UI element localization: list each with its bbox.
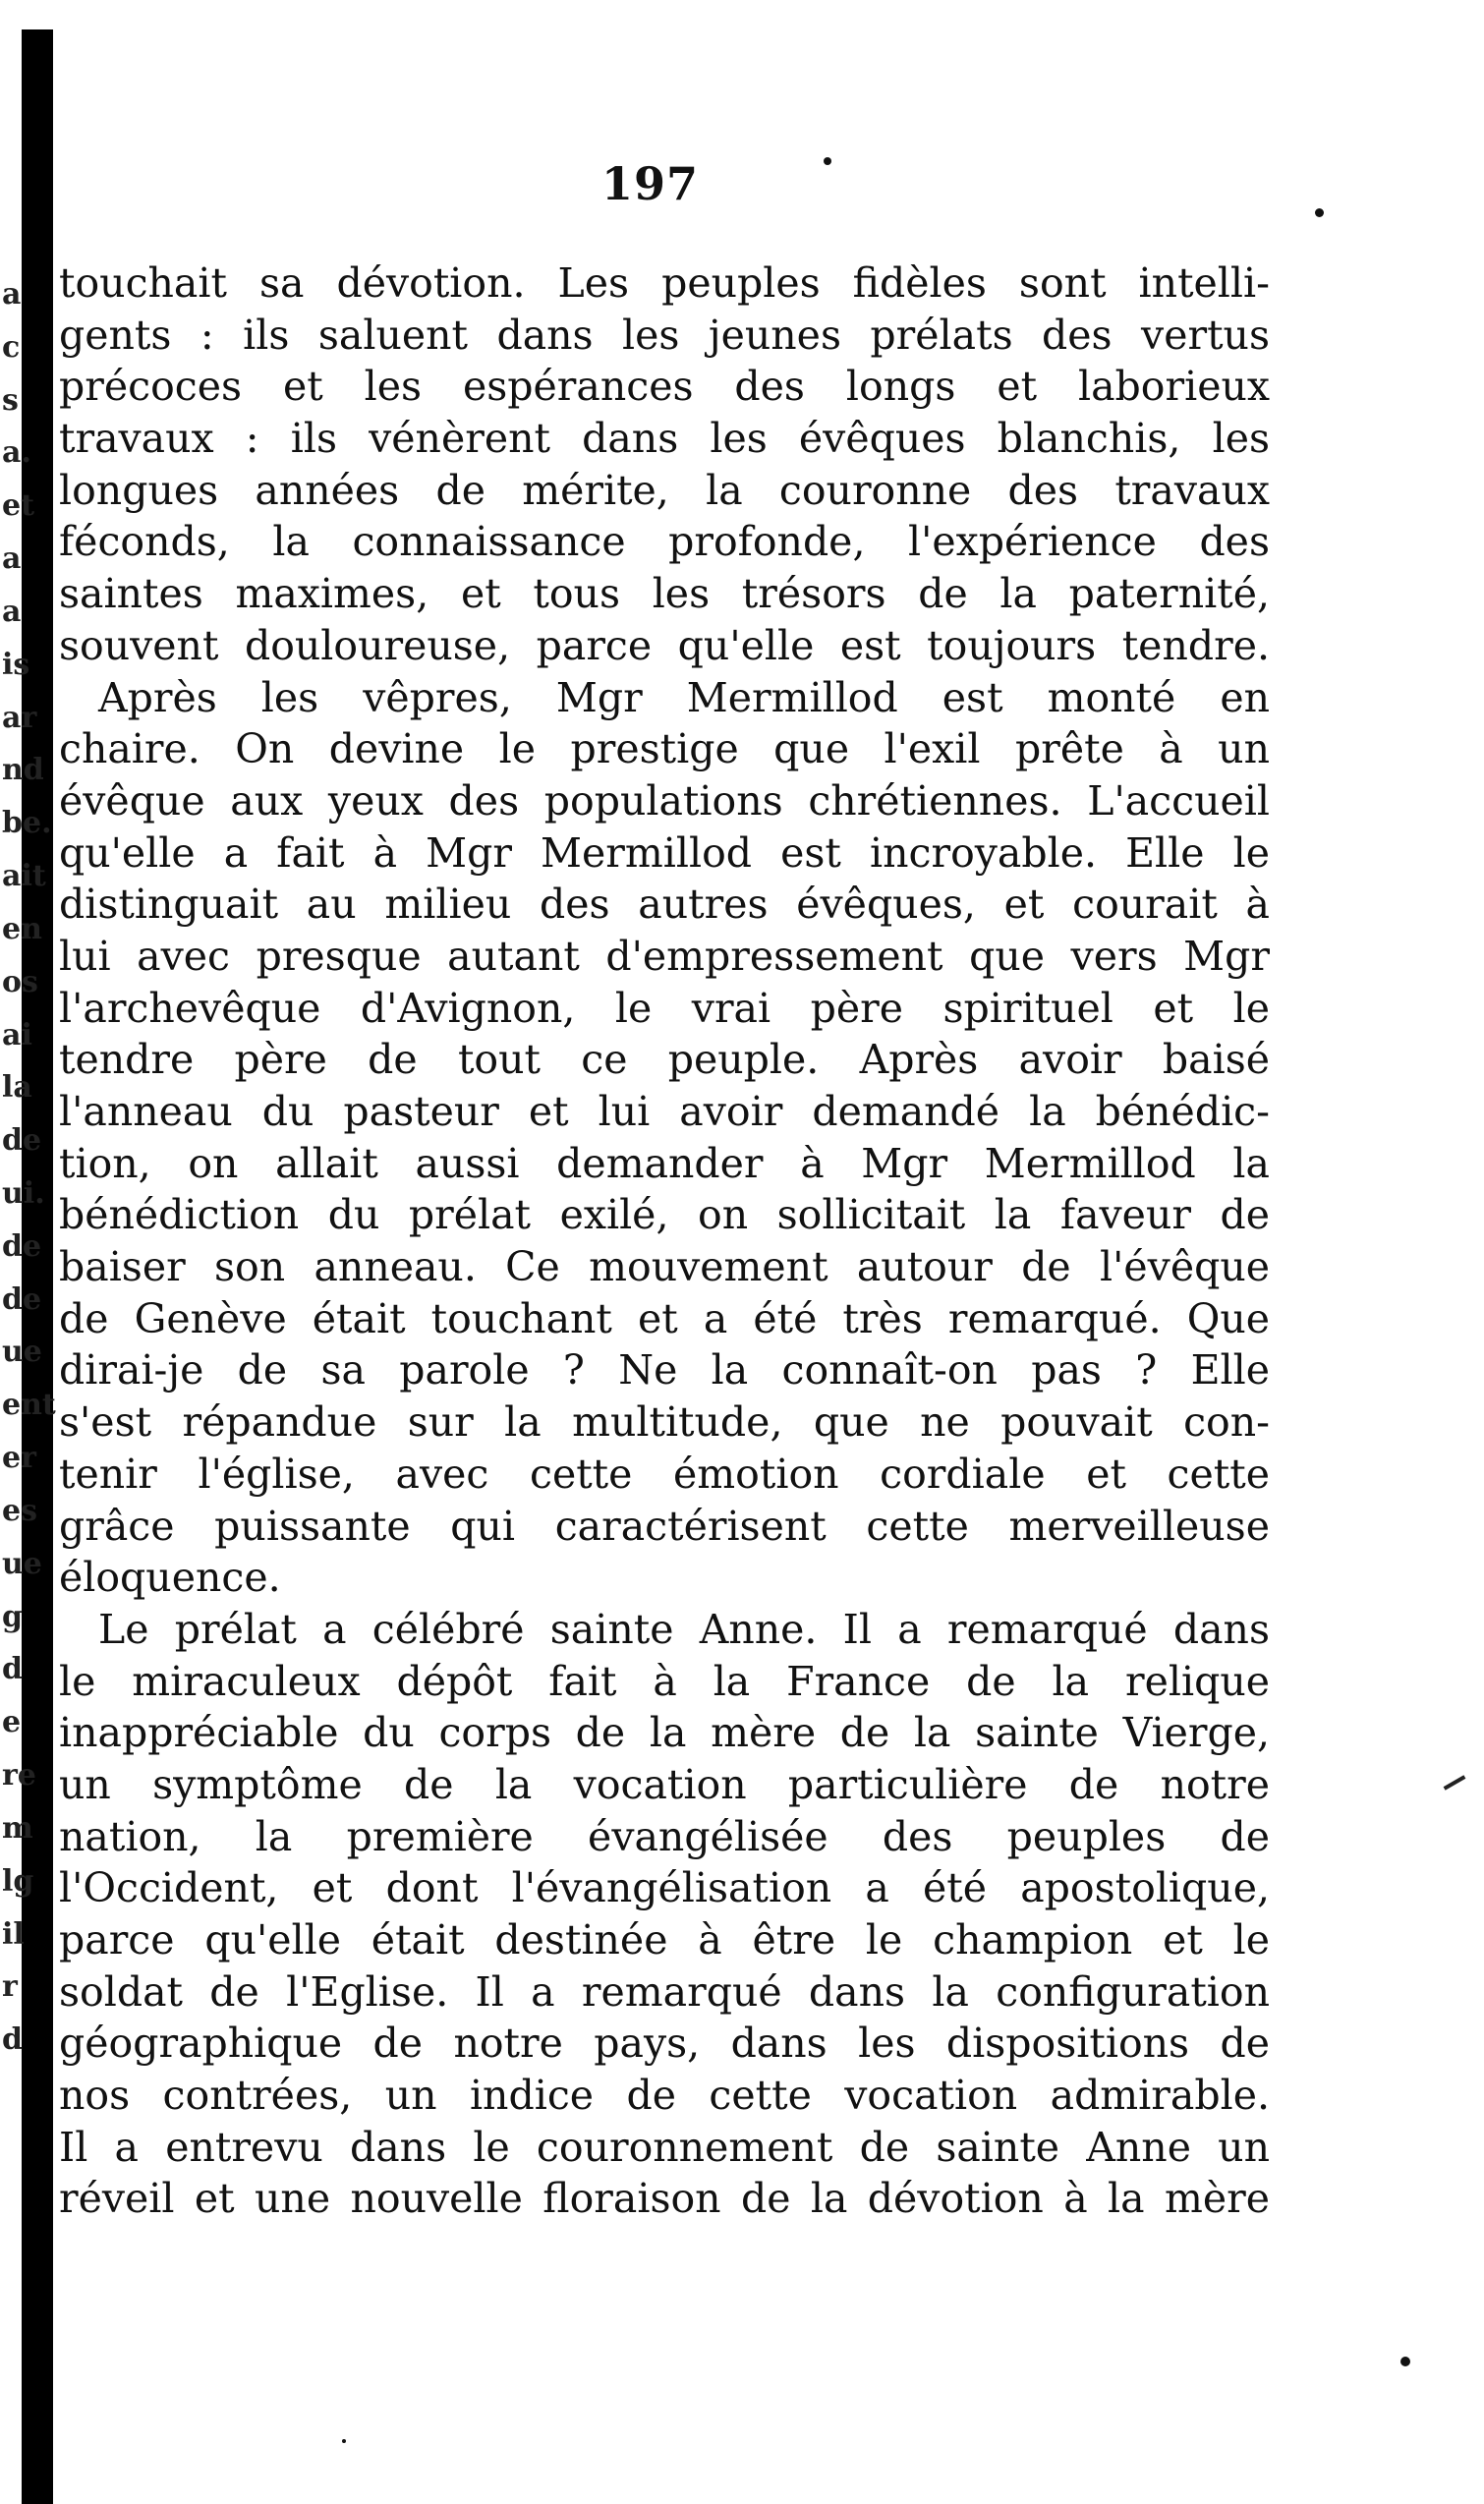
- print-speck: [342, 2439, 346, 2443]
- margin-fragment: c: [2, 329, 21, 365]
- text-line: bénédiction du prélat exilé, on sollicitait la faveur de: [59, 1191, 1270, 1239]
- text-line: chaire. On devine le prestige que l'exil prête à un: [59, 725, 1270, 773]
- margin-fragment: la: [2, 1070, 32, 1106]
- margin-fragment: nd: [2, 753, 44, 788]
- margin-fragment: lg: [2, 1863, 34, 1899]
- margin-fragment: d: [2, 1652, 23, 1687]
- body-text: [59, 257, 1270, 2225]
- margin-fragment: r: [2, 1969, 18, 2005]
- text-line: qu'elle a fait à Mgr Mermillod est incroyable. Elle le: [59, 828, 1270, 877]
- print-speck: [1315, 208, 1324, 217]
- text-line: géographique de notre pays, dans les dispositions de: [59, 2020, 1270, 2068]
- text-line: évêque aux yeux des populations chrétiennes. L'accueil: [59, 776, 1270, 825]
- text-line: nos contrées, un indice de cette vocation admirable.: [59, 2072, 1270, 2120]
- margin-fragment: a.: [2, 435, 31, 471]
- margin-fragment: ent: [2, 1388, 56, 1423]
- text-line: Après les vêpres, Mgr Mermillod est monté en: [98, 673, 1270, 721]
- text-line: féconds, la connaissance profonde, l'expérience des: [59, 518, 1270, 566]
- text-line: l'archevêque d'Avignon, le vrai père spirituel et le: [59, 984, 1270, 1032]
- text-line: souvent douloureuse, parce qu'elle est toujours tendre.: [59, 621, 1270, 669]
- margin-fragment: er: [2, 1441, 36, 1476]
- margin-fragment: re: [2, 1758, 36, 1793]
- margin-fragment: a: [2, 541, 22, 577]
- text-line: l'anneau du pasteur et lui avoir demandé la bénédic-: [59, 1088, 1270, 1135]
- margin-fragment: ar: [2, 700, 37, 735]
- text-line: tenir l'église, avec cette émotion cordiale et cette: [59, 1450, 1270, 1498]
- text-line: de Genève était touchant et a été très remarqué. Que: [59, 1294, 1270, 1342]
- margin-fragment: a: [2, 280, 22, 312]
- text-line: inappréciable du corps de la mère de la sainte Vierge,: [59, 1709, 1270, 1757]
- text-line: Il a entrevu dans le couronnement de sainte Anne un: [59, 2123, 1270, 2171]
- margin-fragment: il: [2, 1916, 25, 1952]
- margin-fragment: g: [2, 1599, 23, 1634]
- text-line: réveil et une nouvelle floraison de la dévotion à la mère: [59, 2175, 1270, 2223]
- text-line: éloquence.: [59, 1554, 281, 1602]
- text-line: travaux : ils vénèrent dans les évêques blanchis, les: [59, 415, 1270, 463]
- print-speck: [1400, 2357, 1410, 2366]
- margin-fragment: is: [2, 647, 30, 682]
- text-line: saintes maximes, et tous les trésors de la paternité,: [59, 570, 1270, 618]
- text-line: lui avec presque autant d'empressement que vers Mgr: [59, 932, 1270, 980]
- margin-fragment: ue: [2, 1546, 42, 1581]
- margin-fragment: a: [2, 594, 22, 629]
- print-speck: [824, 157, 831, 165]
- text-line: gents : ils saluent dans les jeunes prélats des vertus: [59, 311, 1270, 359]
- margin-fragment: ait: [2, 859, 46, 894]
- margin-fragment: be.: [2, 806, 52, 841]
- text-line: tion, on allait aussi demander à Mgr Mermillod la: [59, 1139, 1270, 1187]
- text-line: nation, la première évangélisée des peuples de: [59, 1812, 1270, 1860]
- print-mark: [1444, 1775, 1466, 1790]
- text-line: dirai-je de sa parole ? Ne la connaît-on pas ? Elle: [59, 1346, 1270, 1394]
- text-line: distinguait au milieu des autres évêques, et courait à: [59, 881, 1270, 929]
- text-line: soldat de l'Eglise. Il a remarqué dans la configuration: [59, 1967, 1270, 2016]
- text-line: précoces et les espérances des longs et laborieux: [59, 363, 1270, 411]
- text-line: tendre père de tout ce peuple. Après avoir baisé: [59, 1036, 1270, 1084]
- margin-fragment: et: [2, 488, 34, 524]
- margin-fragment: de: [2, 1123, 42, 1159]
- margin-fragment: en: [2, 911, 42, 946]
- text-line: l'Occident, et dont l'évangélisation a été apostolique,: [59, 1864, 1270, 1912]
- margin-fragment: ui.: [2, 1176, 45, 1211]
- margin-fragment: ue: [2, 1335, 42, 1370]
- text-line: le miraculeux dépôt fait à la France de la relique: [59, 1657, 1270, 1705]
- text-line: grâce puissante qui caractérisent cette merveilleuse: [59, 1502, 1270, 1550]
- text-line: un symptôme de la vocation particulière de notre: [59, 1760, 1270, 1808]
- text-line: longues années de mérite, la couronne des travaux: [59, 466, 1270, 514]
- margin-fragment: s: [2, 382, 19, 418]
- margin-fragment: ai: [2, 1017, 32, 1053]
- margin-fragment: os: [2, 964, 38, 999]
- text-line: Le prélat a célébré sainte Anne. Il a remarqué dans: [98, 1605, 1270, 1653]
- margin-fragment: de: [2, 1281, 42, 1317]
- text-line: baiser son anneau. Ce mouvement autour de l'évêque: [59, 1243, 1270, 1291]
- text-line: touchait sa dévotion. Les peuples fidèles sont intelli-: [59, 259, 1270, 307]
- margin-fragment: m: [2, 1810, 33, 1846]
- margin-fragment: e: [2, 1705, 22, 1740]
- margin-fragment: de: [2, 1228, 42, 1264]
- text-line: parce qu'elle était destinée à être le champion et le: [59, 1916, 1270, 1963]
- page-number: 197: [601, 157, 700, 210]
- margin-fragment: es: [2, 1493, 37, 1528]
- margin-fragment: d: [2, 2022, 23, 2058]
- text-line: s'est répandue sur la multitude, que ne pouvait con-: [59, 1398, 1270, 1447]
